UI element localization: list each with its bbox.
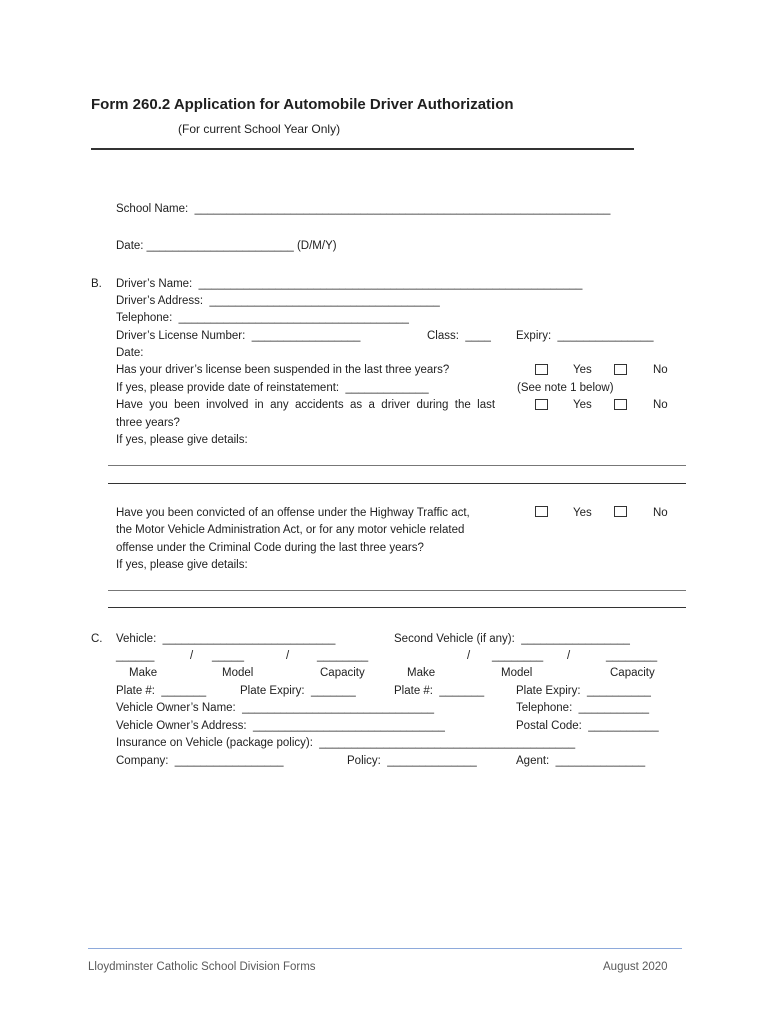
make-label: Make xyxy=(129,667,158,679)
footer-organization: Lloydminster Catholic School Division Forms xyxy=(88,961,316,973)
capacity-label: Capacity xyxy=(320,667,365,679)
convicted-question-cont-1: the Motor Vehicle Administration Act, or for any motor vehicle related xyxy=(116,524,465,536)
second-capacity-label: Capacity xyxy=(610,667,655,679)
suspended-no-label: No xyxy=(653,364,668,376)
date-field[interactable]: Date: _______________________ (D/M/Y) xyxy=(116,240,337,252)
drivers-name-field[interactable]: Driver’s Name: ____________________________________________________________ xyxy=(116,278,583,290)
agent-field[interactable]: Agent: ______________ xyxy=(516,755,646,767)
section-b-letter: B. xyxy=(91,278,102,290)
vehicle-field[interactable]: Vehicle: ___________________________ xyxy=(116,633,336,645)
form-title: Form 260.2 Application for Automobile Driver Authorization xyxy=(91,96,514,113)
accidents-details-label: If yes, please give details: xyxy=(116,434,248,446)
vehicle-capacity-blank[interactable]: ________ xyxy=(317,650,369,662)
accidents-yes-checkbox[interactable] xyxy=(535,399,548,410)
class-field[interactable]: Class: ____ xyxy=(427,330,491,342)
convicted-question-cont-2: offense under the Criminal Code during the last three years? xyxy=(116,542,424,554)
second-vehicle-slash-1: / xyxy=(467,650,471,662)
second-model-label: Model xyxy=(501,667,533,679)
license-number-field[interactable]: Driver’s License Number: _________________ xyxy=(116,330,361,342)
owner-telephone-field[interactable]: Telephone: ___________ xyxy=(516,702,650,714)
convicted-details-label: If yes, please give details: xyxy=(116,559,248,571)
second-vehicle-model-blank[interactable]: ________ xyxy=(492,650,544,662)
convicted-yes-label: Yes xyxy=(573,507,592,519)
see-note: (See note 1 below) xyxy=(517,382,614,394)
policy-field[interactable]: Policy: ______________ xyxy=(347,755,477,767)
insurance-field[interactable]: Insurance on Vehicle (package policy): ________________________________________ xyxy=(116,737,576,749)
suspended-no-checkbox[interactable] xyxy=(614,364,627,375)
model-label: Model xyxy=(222,667,254,679)
second-vehicle-capacity-blank[interactable]: ________ xyxy=(606,650,658,662)
footer-rule xyxy=(88,948,682,949)
plate-number-field[interactable]: Plate #: _______ xyxy=(116,685,207,697)
vehicle-model-blank[interactable]: _____ xyxy=(212,650,244,662)
vehicle-slash-2: / xyxy=(286,650,290,662)
second-make-label: Make xyxy=(407,667,436,679)
accidents-no-label: No xyxy=(653,399,668,411)
convicted-details-line-2[interactable] xyxy=(108,607,686,608)
section-c-letter: C. xyxy=(91,633,103,645)
company-field[interactable]: Company: _________________ xyxy=(116,755,284,767)
second-plate-number-field[interactable]: Plate #: _______ xyxy=(394,685,485,697)
convicted-details-line-1[interactable] xyxy=(108,590,686,591)
date-label: Date: xyxy=(116,347,144,359)
accidents-no-checkbox[interactable] xyxy=(614,399,627,410)
vehicle-slash-1: / xyxy=(190,650,194,662)
expiry-field[interactable]: Expiry: _______________ xyxy=(516,330,654,342)
header-rule xyxy=(91,148,634,150)
suspended-yes-label: Yes xyxy=(573,364,592,376)
convicted-question: Have you been convicted of an offense under the Highway Traffic act, xyxy=(116,507,470,519)
accidents-details-line-2[interactable] xyxy=(108,483,686,484)
convicted-yes-checkbox[interactable] xyxy=(535,506,548,517)
suspended-question: Has your driver’s license been suspended in the last three years? xyxy=(116,364,450,376)
postal-code-field[interactable]: Postal Code: ___________ xyxy=(516,720,659,732)
vehicle-make-blank[interactable]: ______ xyxy=(116,650,155,662)
owner-name-field[interactable]: Vehicle Owner’s Name: ______________________________ xyxy=(116,702,435,714)
plate-expiry-field[interactable]: Plate Expiry: _______ xyxy=(240,685,356,697)
accidents-yes-label: Yes xyxy=(573,399,592,411)
reinstatement-field[interactable]: If yes, please provide date of reinstatement: _____________ xyxy=(116,382,429,394)
accidents-question: Have you been involved in any accidents as a driver during the last xyxy=(116,399,496,411)
drivers-address-field[interactable]: Driver’s Address: ____________________________________ xyxy=(116,295,440,307)
school-name-field[interactable]: School Name: _________________________________________________________________ xyxy=(116,203,611,215)
footer-date: August 2020 xyxy=(603,961,668,973)
convicted-no-label: No xyxy=(653,507,668,519)
suspended-yes-checkbox[interactable] xyxy=(535,364,548,375)
form-subtitle: (For current School Year Only) xyxy=(178,122,341,136)
convicted-no-checkbox[interactable] xyxy=(614,506,627,517)
second-plate-expiry-field[interactable]: Plate Expiry: __________ xyxy=(516,685,651,697)
second-vehicle-slash-2: / xyxy=(567,650,571,662)
accidents-question-cont: three years? xyxy=(116,417,180,429)
owner-address-field[interactable]: Vehicle Owner’s Address: ______________________________ xyxy=(116,720,445,732)
second-vehicle-field[interactable]: Second Vehicle (if any): _________________ xyxy=(394,633,630,645)
telephone-field[interactable]: Telephone: ____________________________________ xyxy=(116,312,409,324)
accidents-details-line-1[interactable] xyxy=(108,465,686,466)
